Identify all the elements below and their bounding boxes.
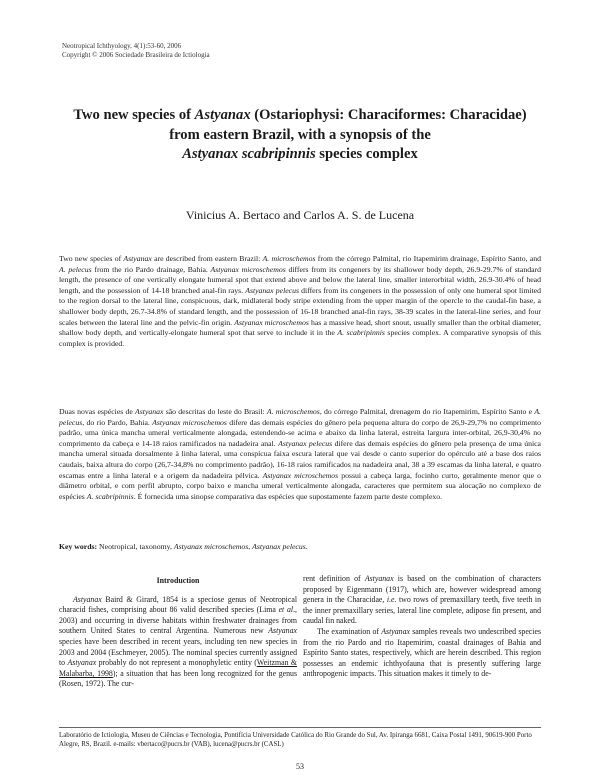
intro-paragraph-continued: rent definition of Astyanax is based on the combination of characters proposed by Eigenmann (1917), which are, however widespread among genera in the Characidae, i.e. two rows of premaxillary teeth, five teeth in the inner premaxillary series, lateral line complete, adipose fin present, and caudal fin naked. — [303, 574, 541, 626]
title-text: species complex — [315, 146, 418, 162]
title-species: Astyanax scabripinnis — [182, 146, 316, 162]
abstract-portuguese: Duas novas espécies de Astyanax são descritas do leste do Brasil: A. microschemos, do córrego Palmital, drenagem do rio Itapemirim, Espírito Santo e A. pelecus, do rio Pardo, Bahia. Astyanax microschemos difere das demais espécies do gênero pela pequena altura do corpo de 26,9-29,7% no comprimento padrão, uma única mancha umeral verticalmente alongada, estendendo-se acima e abaixo da linha lateral, estreita largura inter-orbital, 26,9-30,4% no comprimento da cabeça e 14-18 raios ramificados na nadadeira anal. Astyanax pelecus difere das demais espécies do gênero pela presença de uma única mancha umeral situada dorsalmente à linha lateral, uma conspícua faixa escura lateral que vai desde o canto superior do opérculo até a base dos raios caudais, baixa altura do corpo (26,7-34,8% no comprimento padrão), 16-18 raios ramificados na nadadeira anal, 38 a 39 escamas da linha lateral, e quatro escamas entre a linha lateral e a origem da nadadeira pélvica. Astyanax microschemos possui a cabeça larga, focinho curto, geralmente menor que o diâmetro orbital, e com perfil abrupto, corpo baixo e mancha umeral verticalmente alongada, caracteres que permitem sua alocação no complexo de espécies A. scabripinnis. É fornecida uma sinopse comparativa das espécies que supostamente fazem parte deste complexo. — [59, 407, 542, 501]
copyright-line: Copyright © 2006 Sociedade Brasileira de Ictiologia — [62, 51, 210, 59]
affiliation-footnote: Laboratório de Ictiologia, Museu de Ciências e Tecnologia, Pontifícia Universidade Católica do Rio Grande do Sul, Av. Ipiranga 6681, Caixa Postal 1491, 90619-900 Porto Alegre, RS, Brazil. e-mails: vbertaco@pucrs.br (VAB), lucena@pucrs.br (CASL) — [59, 732, 532, 749]
title-text: (Ostariophysi: Characiformes: Characidae) — [250, 107, 527, 123]
abstract-english: Two new species of Astyanax are described from eastern Brazil: A. microschemos from the córrego Palmital, rio Itapemirim drainage, Espírito Santo, and A. pelecus from the rio Pardo drainage, Bahia. Astyanax microschemos differs from its congeners by its shallower body depth, 26.9-29.7% of standard length, the presence of one vertically elongate humeral spot that extend above and below the lateral line, smaller interorbital width, 26.9-30.4% of head length, and the possession of 14-18 branched anal-fin rays. Astyanax pelecus differs from its congeners in the possession of only one humeral spot limited to the region dorsal to the lateral line, conspicuous, dark, midlateral body stripe extending from the upper margin of the opercle to the caudal-fin base, a shallower body depth, 26.7-34.8% of standard length, and the possession of 16-18 branched anal-fin rays, 38-39 scales in the lateral-line series, and four scales between the lateral line and the pelvic-fin origin. Astyanax microschemos has a massive head, short snout, usually smaller than the orbital diameter, shallow body depth, and vertically-elongate humeral spot that serve to include it in the A. scabripinnis species complex. A comparative synopsis of this complex is provided. — [59, 254, 541, 348]
authors: Vinicius A. Bertaco and Carlos A. S. de Lucena — [185, 208, 415, 222]
intro-paragraph-2: The examination of Astyanax samples reveals two undescribed species from the rio Pardo and rio Itapemirim, coastal drainages of Bahia and Espírito Santo states, respectively, which are herein described. This region possesses an endemic ichthyofauna that is presently suffering large anthropogenic impacts. This situation makes it timely to de- — [303, 626, 541, 679]
title-genus: Astyanax — [194, 107, 251, 123]
keywords: Key words: Neotropical, taxonomy, Astyanax microschemos, Astyanax pelecus. — [59, 542, 308, 551]
keywords-label: Key words: — [59, 542, 98, 551]
intro-paragraph: Astyanax Baird & Girard, 1854 is a speciose genus of Neotropical characid fishes, comprising about 86 valid described species (Lima et al., 2003) and occurring in diverse habitats within freshwater drainages from southern United States to central Argentina. Numerous new Astyanax species have been described in recent years, including ten new species in 2003 and 2004 (Eschmeyer, 2005). The nominal species currently assigned to Astyanax probably do not represent a monophyletic entity (Weitzman & Malabarba, 1998); a situation that has been long recognized for the genus (Rosen, 1972). The cur- — [59, 594, 297, 689]
left-column — [59, 574, 297, 690]
footnote-divider — [59, 727, 541, 728]
title-line-2: from eastern Brazil, with a synopsis of the — [169, 126, 431, 143]
title-text: Two new species of — [73, 107, 195, 123]
right-column — [303, 574, 541, 680]
section-heading-introduction: Introduction — [156, 576, 200, 585]
page-number: 53 — [296, 762, 304, 771]
journal-header — [62, 42, 210, 60]
citation-link[interactable]: Weitzman & Malabarba, 1998 — [59, 658, 297, 678]
journal-citation: Neotropical Ichthyology, 4(1):53-60, 2006 — [62, 42, 182, 50]
paper-title — [40, 106, 560, 165]
